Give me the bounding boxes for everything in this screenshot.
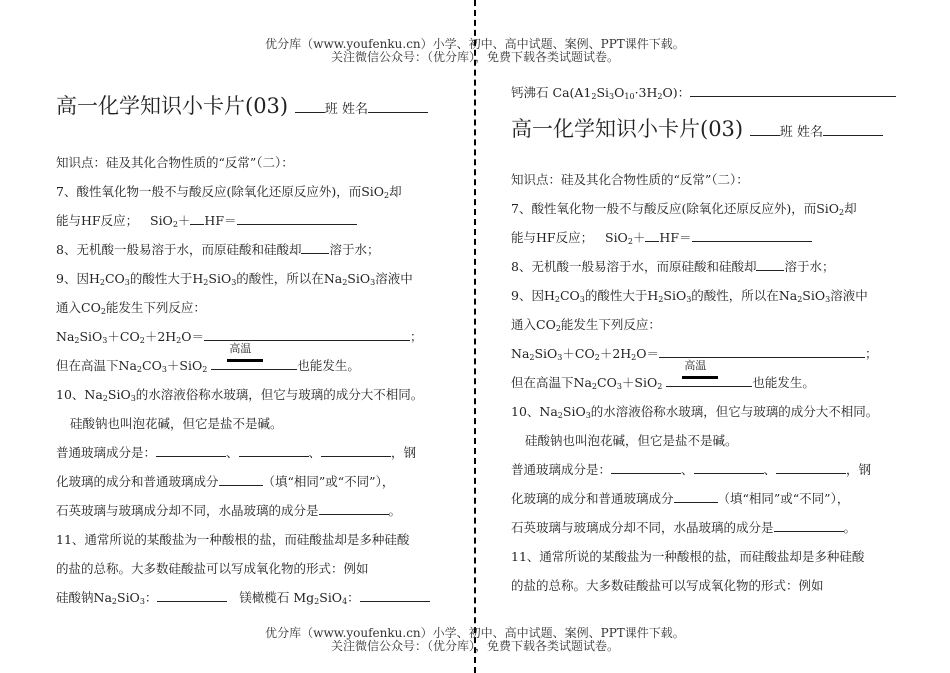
subscript: 2 (139, 336, 145, 345)
text-fragment: 、 (226, 445, 239, 460)
text-fragment: ； (410, 329, 423, 344)
class-blank[interactable] (295, 98, 325, 113)
subscript: 2 (797, 295, 803, 304)
text-fragment: Na (118, 358, 137, 373)
q8-blank[interactable] (301, 239, 329, 254)
q10-line4 (56, 467, 456, 496)
high-temp-blank[interactable] (211, 342, 297, 370)
text-fragment: C (559, 288, 570, 303)
text-fragment: SiO (663, 288, 687, 303)
subscript: 2 (172, 220, 178, 229)
subscript: 2 (314, 597, 320, 606)
text-fragment: SiO (534, 346, 558, 361)
text-fragment: 能发生下列反应： (560, 317, 661, 332)
subscript: 4 (342, 597, 348, 606)
text-fragment: Na (573, 375, 592, 390)
q10-line5 (511, 513, 911, 542)
subscript: 2 (557, 411, 563, 420)
topic-line: 知识点：硅及其化合物性质的“反常”（二）： (511, 172, 749, 187)
text-fragment: ＋ (632, 230, 646, 245)
text-fragment: 7、酸性氧化物一般不与酸反应(除氧化还原反应外)，而 (56, 184, 362, 199)
text-fragment: 。 (843, 520, 857, 535)
same-diff-blank[interactable] (219, 471, 263, 486)
subscript: 2 (111, 597, 117, 606)
text-fragment: O (614, 85, 625, 100)
subscript: 2 (657, 382, 663, 391)
text-fragment: O＝ (181, 329, 205, 344)
glass-blank-2[interactable] (694, 459, 764, 474)
q9-blank-1[interactable] (659, 343, 865, 358)
text-fragment: H (192, 271, 204, 286)
text-fragment: CO (142, 358, 162, 373)
text-fragment: SiO (79, 329, 103, 344)
text-fragment: Na (84, 387, 103, 402)
text-fragment: 的酸性大于 (584, 288, 648, 303)
text-fragment: 硅酸钠 (56, 590, 94, 605)
reaction-condition-text: 高温 (229, 342, 252, 355)
q10-line2: 硅酸钠也叫泡花碱，但它是盐不是碱。 (70, 416, 283, 431)
q10-line1 (511, 397, 911, 426)
q10-line2: 硅酸钠也叫泡花碱，但它是盐不是碱。 (525, 433, 738, 448)
text-fragment (295, 102, 428, 117)
footer-line-1: 优分库（www.youfenku.cn）小学、初中、高中试题、案例、PPT课件下载。 (265, 626, 685, 640)
text-fragment (750, 125, 883, 140)
text-fragment: O) (662, 85, 678, 100)
q9-line2 (511, 310, 911, 339)
q9-line1 (511, 281, 911, 310)
subscript: 2 (529, 353, 535, 362)
text-fragment: 通入 (511, 317, 537, 332)
q9-equation (511, 339, 911, 368)
glass-blank-1[interactable] (156, 442, 226, 457)
crystal-blank[interactable] (774, 517, 844, 532)
text-fragment: 。 (388, 503, 402, 518)
glass-blank-3[interactable] (321, 442, 391, 457)
q8-line (511, 252, 911, 281)
text-fragment: 却 (844, 201, 857, 216)
subscript: 2 (555, 324, 561, 333)
subscript: 2 (102, 394, 108, 403)
q11-line2: 的盐的总称。大多数硅酸盐可以写成氧化物的形式：例如 (56, 561, 369, 576)
subscript: 3 (616, 382, 622, 391)
text-fragment: 的水溶液俗称水玻璃，但它与玻璃的成分大不相同。 (590, 404, 879, 419)
text-fragment: （填“相同”或“不同”）， (717, 491, 850, 506)
subscript: 3 (686, 295, 692, 304)
text-fragment: ； (865, 346, 878, 361)
text-fragment: ，钢 (846, 462, 872, 477)
left-card (56, 84, 456, 612)
subscript: 2 (99, 278, 105, 287)
text-fragment: ，钢 (391, 445, 417, 460)
subscript: 2 (591, 92, 597, 101)
text-fragment: 溶液中 (830, 288, 868, 303)
class-label: 班 (324, 102, 338, 117)
reaction-arrow-bar (227, 359, 263, 362)
text-fragment: 的酸性，所以在 (236, 271, 324, 286)
q11-line1: 11、通常所说的某酸盐为一种酸根的盐，而硅酸盐却是多种硅酸 (56, 532, 410, 547)
text-fragment: SiO (802, 288, 826, 303)
text-fragment: ＋ (166, 358, 180, 373)
subscript: 2 (203, 278, 209, 287)
subscript: 2 (631, 353, 637, 362)
subscript: 2 (594, 353, 600, 362)
text-fragment: 的酸性大于 (129, 271, 193, 286)
q7-blank-2[interactable] (237, 210, 357, 225)
text-fragment: SiO (605, 230, 628, 245)
text-fragment: SiO (319, 590, 343, 605)
q7-line1 (56, 177, 456, 206)
sodium-silicate-blank[interactable] (157, 587, 227, 602)
q11-line3 (56, 583, 456, 612)
title-number: (03) (245, 94, 289, 118)
text-fragment: Na (778, 288, 798, 303)
q7-blank-1[interactable] (645, 227, 659, 242)
text-fragment: SiO (179, 358, 203, 373)
q8-blank[interactable] (756, 256, 784, 271)
subscript: 3 (130, 394, 136, 403)
q9-line1 (56, 264, 456, 293)
reaction-arrow-bar (682, 376, 718, 379)
text-fragment: 溶于水； (784, 259, 835, 274)
subscript: 3 (124, 278, 130, 287)
text-fragment: H (647, 288, 659, 303)
text-fragment: H (543, 288, 555, 303)
text-fragment: 10、 (56, 387, 85, 402)
subscript: 3 (370, 278, 376, 287)
text-fragment: Na (56, 329, 75, 344)
text-fragment: Si (596, 85, 610, 100)
text-fragment: 的水溶液俗称水玻璃，但它与玻璃的成分大不相同。 (135, 387, 424, 402)
text-fragment: 却 (389, 184, 402, 199)
text-fragment: Na (93, 590, 112, 605)
text-fragment: SiO (107, 387, 131, 402)
subscript: 2 (839, 208, 845, 217)
subscript: 2 (136, 365, 142, 374)
text-fragment: CO (597, 375, 617, 390)
q7-blank-2[interactable] (692, 227, 812, 242)
q10-line3 (511, 455, 911, 484)
q11-line2: 的盐的总称。大多数硅酸盐可以写成氧化物的形式：例如 (511, 578, 824, 593)
subscript: 2 (100, 307, 106, 316)
name-blank[interactable] (823, 121, 883, 136)
name-blank[interactable] (368, 98, 428, 113)
text-fragment: ： (347, 590, 360, 605)
same-diff-blank[interactable] (674, 488, 718, 503)
text-fragment: HF＝ (204, 213, 237, 228)
q9-line4 (511, 359, 911, 397)
subscript: 10 (624, 92, 635, 101)
text-fragment: 溶液中 (375, 271, 413, 286)
text-fragment: 也能发生。 (752, 375, 815, 390)
card-title (56, 84, 456, 128)
subscript: 3 (825, 295, 831, 304)
text-fragment: 、 (681, 462, 694, 477)
olivine-blank[interactable] (360, 587, 430, 602)
subscript: 3 (231, 278, 237, 287)
text-fragment: HF＝ (659, 230, 692, 245)
text-fragment: ＋ (177, 213, 191, 228)
header-line-1: 优分库（www.youfenku.cn）小学、初中、高中试题、案例、PPT课件下载。 (265, 37, 685, 51)
text-fragment: ＋2H (144, 329, 177, 344)
crystal-blank[interactable] (319, 500, 389, 515)
text-fragment: ·3H (634, 85, 658, 100)
q10-line1 (56, 380, 456, 409)
text-fragment: （填“相同”或“不同”）， (262, 474, 395, 489)
q7-line2 (511, 223, 911, 252)
topic-line: 知识点：硅及其化合物性质的“反常”（二）： (56, 155, 294, 170)
text-fragment: Na (323, 271, 343, 286)
q9-equation (56, 322, 456, 351)
text-fragment: CO (536, 317, 556, 332)
text-fragment: SiO (361, 184, 385, 199)
zeolite-line (511, 78, 911, 107)
text-fragment: 9、因 (511, 288, 544, 303)
subscript: 2 (176, 336, 182, 345)
text-fragment: 、 (308, 445, 322, 460)
text-fragment: 石英玻璃与玻璃成分却不同，水晶玻璃的成分是 (56, 503, 319, 518)
text-fragment: Na (511, 346, 530, 361)
text-fragment: 镁橄榄石 (239, 590, 290, 605)
text-fragment: SiO (208, 271, 232, 286)
q7-line1 (511, 194, 911, 223)
text-fragment: ＋ (562, 346, 575, 361)
text-fragment: 化玻璃的成分和普通玻璃成分 (511, 491, 674, 506)
text-fragment: ： (677, 85, 691, 100)
text-fragment: 能发生下列反应： (105, 300, 206, 315)
text-fragment: 8、无机酸一般易溶于水，而原硅酸和硅酸却 (56, 242, 302, 257)
q7-blank-1[interactable] (190, 210, 204, 225)
subscript: 3 (557, 353, 563, 362)
text-fragment: 、 (763, 462, 777, 477)
high-temp-blank[interactable] (666, 359, 752, 387)
text-fragment: 9、因 (56, 271, 89, 286)
subscript: 2 (74, 336, 80, 345)
text-fragment: 钙沸石 (511, 85, 549, 100)
zeolite-blank[interactable] (690, 82, 896, 97)
bottom-header (0, 627, 950, 653)
subscript: 2 (342, 278, 348, 287)
text-fragment: 但在高温下 (511, 375, 574, 390)
text-fragment: CO (81, 300, 101, 315)
text-fragment: SiO (816, 201, 840, 216)
text-fragment: 能与HF反应； (511, 230, 594, 245)
title-text: 高一化学知识小卡片 (511, 117, 700, 141)
text-fragment: H (88, 271, 100, 286)
name-label: 姓名 (341, 102, 368, 117)
text-fragment: ＋ (621, 375, 635, 390)
text-fragment: 能与HF反应； (56, 213, 139, 228)
glass-blank-1[interactable] (611, 459, 681, 474)
text-fragment: 化玻璃的成分和普通玻璃成分 (56, 474, 219, 489)
q9-blank-1[interactable] (204, 326, 410, 341)
q9-line2 (56, 293, 456, 322)
reaction-condition-text: 高温 (684, 359, 707, 372)
text-fragment: ＋2H (599, 346, 632, 361)
title-number: (03) (700, 117, 744, 141)
text-fragment: SiO (562, 404, 586, 419)
subscript: 2 (657, 92, 663, 101)
q8-line (56, 235, 456, 264)
fold-divider (474, 0, 476, 673)
q11-line1: 11、通常所说的某酸盐为一种酸根的盐，而硅酸盐却是多种硅酸 (511, 549, 865, 564)
subscript: 3 (102, 336, 108, 345)
header-line-2: 关注微信公众号：（优分库），免费下载各类试题试卷。 (330, 50, 619, 64)
text-fragment: 8、无机酸一般易溶于水，而原硅酸和硅酸却 (511, 259, 757, 274)
text-fragment: 溶于水； (329, 242, 380, 257)
text-fragment: Mg (293, 590, 315, 605)
footer-line-2: 关注微信公众号：（优分库），免费下载各类试题试卷。 (330, 639, 619, 653)
text-fragment: 但在高温下 (56, 358, 119, 373)
text-fragment: ＋ (107, 329, 120, 344)
subscript: 2 (627, 237, 633, 246)
text-fragment: 也能发生。 (297, 358, 360, 373)
text-fragment: 通入 (56, 300, 82, 315)
text-fragment: 普通玻璃成分是： (56, 445, 157, 460)
text-fragment: 普通玻璃成分是： (511, 462, 612, 477)
text-fragment: 10、 (511, 404, 540, 419)
text-fragment: 7、酸性氧化物一般不与酸反应(除氧化还原反应外)，而 (511, 201, 817, 216)
text-fragment: SiO (117, 590, 140, 605)
subscript: 3 (161, 365, 167, 374)
glass-blank-2[interactable] (239, 442, 309, 457)
text-fragment: SiO (634, 375, 658, 390)
text-fragment: Na (539, 404, 558, 419)
right-card (511, 78, 911, 600)
text-fragment: SiO (150, 213, 173, 228)
text-fragment: O＝ (636, 346, 660, 361)
q9-line4 (56, 342, 456, 380)
card-title-right (511, 107, 911, 151)
text-fragment: CO (119, 329, 140, 344)
subscript: 3 (585, 411, 591, 420)
q10-line3 (56, 438, 456, 467)
text-fragment: C (104, 271, 115, 286)
text-fragment: 的酸性，所以在 (691, 288, 779, 303)
text-fragment: O (569, 288, 580, 303)
text-fragment: SiO (347, 271, 371, 286)
text-fragment: CO (574, 346, 595, 361)
class-blank[interactable] (750, 121, 780, 136)
q10-line4 (511, 484, 911, 513)
subscript: 2 (591, 382, 597, 391)
glass-blank-3[interactable] (776, 459, 846, 474)
name-label: 姓名 (796, 125, 823, 140)
text-fragment: 石英玻璃与玻璃成分却不同，水晶玻璃的成分是 (511, 520, 774, 535)
subscript: 3 (609, 92, 615, 101)
text-fragment: ： (144, 590, 158, 605)
class-label: 班 (779, 125, 793, 140)
subscript: 2 (202, 365, 208, 374)
text-fragment: Ca(A1 (552, 85, 592, 100)
subscript: 3 (139, 597, 145, 606)
q10-line5 (56, 496, 456, 525)
subscript: 2 (658, 295, 664, 304)
q7-line2 (56, 206, 456, 235)
subscript: 2 (384, 191, 390, 200)
text-fragment: O (114, 271, 125, 286)
title-text: 高一化学知识小卡片 (56, 94, 245, 118)
subscript: 3 (579, 295, 585, 304)
subscript: 2 (554, 295, 560, 304)
